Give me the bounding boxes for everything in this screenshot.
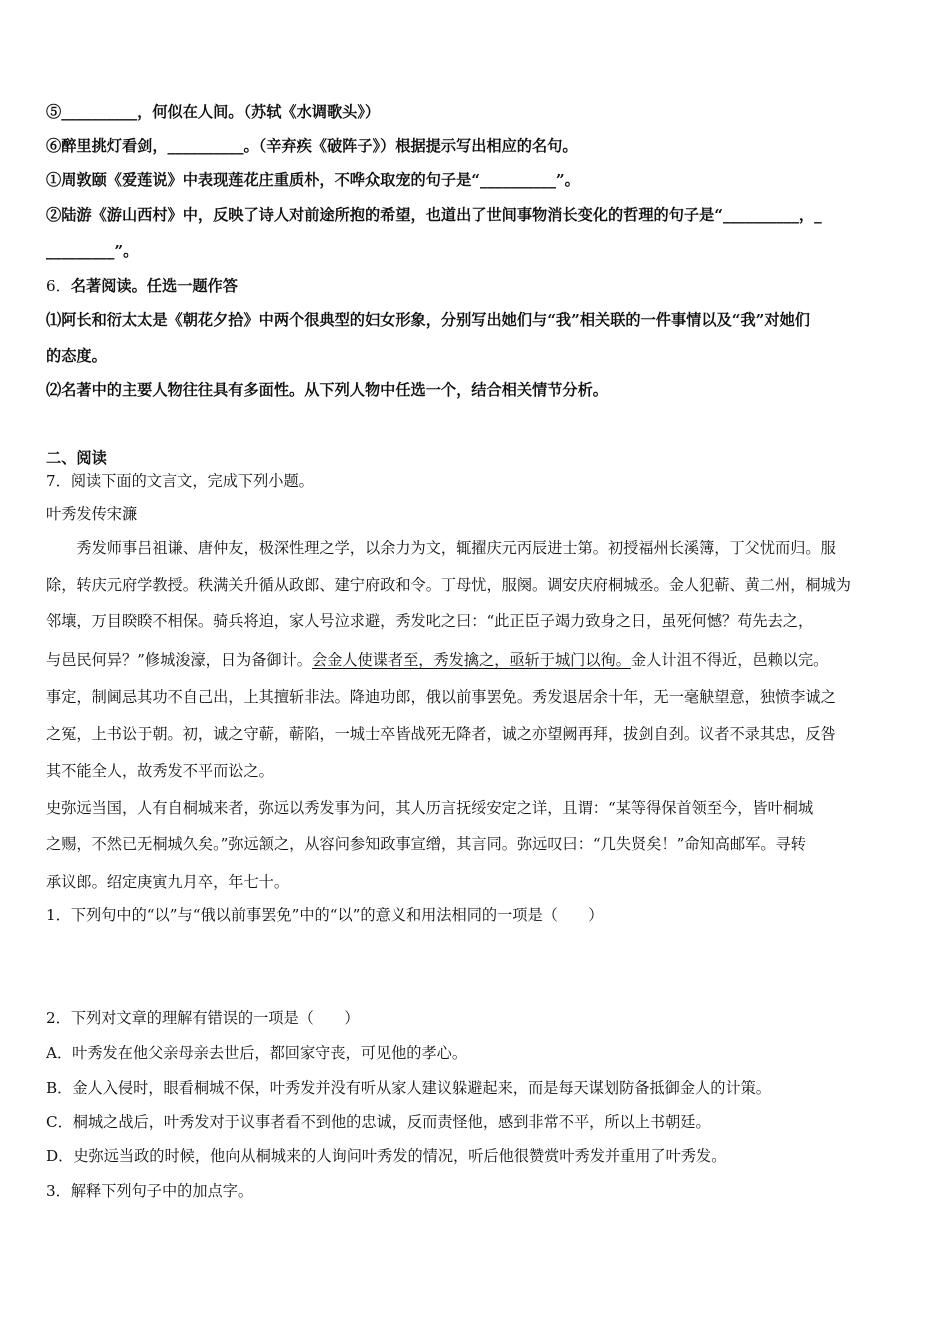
q7-intro: 7．阅读下面的文言文，完成下列小题。: [46, 472, 314, 490]
q6-item-2: ⑵名著中的主要人物往往具有多面性。从下列人物中任选一个，结合相关情节分析。: [46, 381, 608, 399]
q5-line-5: ⑤__________，何似在人间。（苏轼《水调歌头》）: [46, 103, 381, 121]
q6-item-1-line-1: ⑴阿长和衍太太是《朝花夕拾》中两个很典型的妇女形象，分别写出她们与“我”相关联的一件事情以及“我”对她们: [46, 311, 810, 329]
q6-heading: [46, 275, 906, 297]
sub2-option-d: D．史弥远当政的时候，他向从桐城来的人询问叶秀发的情况，听后他很赞赏叶秀发并重用了叶秀发。: [46, 1147, 727, 1165]
passage-line-3: 邻壤，万目睽睽不相保。骑兵将迫，家人号泣求避，秀发叱之曰：“此正臣子竭力致身之日，虽死何憾？苟先去之，: [46, 612, 814, 630]
q5-line-b1: ②陆游《游山西村》中，反映了诗人对前途所抱的希望，也道出了世间事物消长变化的哲理的句子是“__________，_: [46, 206, 822, 224]
passage-title: 叶秀发传宋濂: [46, 505, 138, 523]
passage-line-4-pre: 与邑民何异？”修城浚濠，日为备御计。: [46, 651, 312, 669]
q5-line-6: ⑥醉里挑灯看剑，__________。（辛弃疾《破阵子》）根据提示写出相应的名句。: [46, 137, 578, 155]
q6-number: 6．: [46, 277, 71, 295]
sub2-option-c: C．桐城之战后，叶秀发对于议事者看不到他的忠诚，反而责怪他，感到非常不平，所以上书朝廷。: [46, 1113, 711, 1131]
sub1-stem: 1．下列句中的“以”与“俄以前事罢免”中的“以”的意义和用法相同的一项是（ ）: [46, 906, 604, 924]
passage-line-5: 事定，制阃忌其功不自己出，上其擅斩非法。降迪功郎，俄以前事罢免。秀发退居余十年，无一毫觖望意，独愤李诚之: [46, 688, 836, 706]
passage-line-6: 之冤，上书讼于朝。初，诚之守蕲，蕲陷，一城士卒皆战死无降者，诚之亦望阙再拜，拔剑自刭。议者不录其忠，反咎: [46, 725, 836, 743]
underlined-sentence: 会金人使谍者至，秀发擒之，亟斩于城门以徇。: [311, 651, 631, 669]
passage-line-9: 之赐，不然已无桐城久矣。”弥远颔之，从容问参知政事宣缯，其言同。弥远叹曰：“几失贤矣！”命知高邮军。寻转: [46, 835, 806, 853]
sub2-option-b: B．金人入侵时，眼看桐城不保，叶秀发并没有听从家人建议躲避起来，而是每天谋划防备抵御金人的计策。: [46, 1079, 771, 1097]
passage-line-1: 秀发师事吕祖谦、唐仲友，极深性理之学，以余力为文，辄擢庆元丙辰进士第。初授福州长溪簿，丁父忧而归。服: [46, 539, 836, 557]
passage-line-4-post: 金人计沮不得近，邑赖以完。: [630, 651, 829, 669]
q5-line-b2: _________”。: [46, 242, 139, 260]
q6-item-1-line-2: 的态度。: [46, 347, 107, 365]
sub2-option-a: A．叶秀发在他父亲母亲去世后，都回家守丧，可见他的孝心。: [46, 1044, 468, 1062]
passage-line-4: [46, 649, 906, 671]
passage-line-10: 承议郎。绍定庚寅九月卒，年七十。: [46, 873, 289, 891]
passage-line-7: 其不能全人，故秀发不平而讼之。: [46, 762, 274, 780]
passage-line-8: 史弥远当国，人有自桐城来者，弥远以秀发事为问，其人历言抚绥安定之详，且谓：“某等得保首领至今，皆叶桐城: [46, 799, 814, 817]
section-2-heading: 二、阅读: [46, 449, 107, 467]
q5-line-a: ①周敦颐《爱莲说》中表现莲花庄重质朴，不哗众取宠的句子是“__________”。: [46, 171, 580, 189]
passage-line-2: 除，转庆元府学教授。秩满关升循从政郎、建宁府政和令。丁母忧，服阕。调安庆府桐城丞。金人犯蕲、黄二州，桐城为: [46, 576, 851, 594]
sub2-stem: 2．下列对文章的理解有错误的一项是（ ）: [46, 1009, 360, 1027]
q6-title: 名著阅读。任选一题作答: [70, 277, 238, 295]
sub3-stem: 3．解释下列句子中的加点字。: [46, 1182, 254, 1200]
